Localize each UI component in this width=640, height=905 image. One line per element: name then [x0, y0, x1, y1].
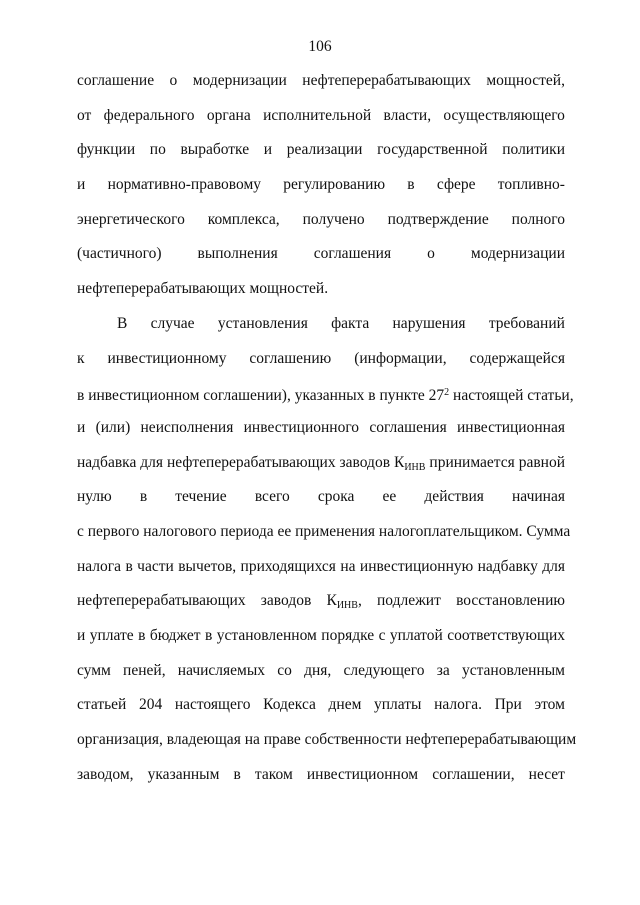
word: топливно-	[497, 176, 565, 194]
word: нефтеперерабатывающих	[302, 72, 471, 89]
text-line	[77, 349, 565, 384]
subscript: ИНВ	[336, 600, 358, 612]
word: соглашение	[77, 72, 155, 89]
word: энергетического	[77, 210, 185, 228]
word: нефтеперерабатывающих	[77, 592, 246, 610]
line-text: организация, владеющая на праве собственности нефтеперерабатывающим	[77, 731, 577, 749]
word: несет	[528, 765, 565, 783]
text-line	[77, 106, 565, 141]
word: комплекса,	[207, 210, 280, 228]
word: факта	[331, 314, 370, 332]
word: модернизации	[470, 245, 565, 263]
text-line	[77, 175, 565, 210]
word: указанным	[147, 765, 220, 783]
word: выполнения	[197, 245, 278, 263]
word: регулированию	[283, 176, 386, 194]
word: настоящего	[174, 696, 251, 714]
line-text: и уплате в бюджет в установленном порядке с уплатой соответствующих	[77, 627, 565, 644]
word: о	[427, 245, 435, 263]
word: установленным	[461, 661, 565, 679]
word: восстановлению	[456, 592, 565, 610]
word: соглашению	[249, 349, 332, 367]
text-run: настоящей статьи,	[449, 387, 574, 405]
word: нефтеперерабатывающих мощностей.	[77, 280, 329, 298]
word: пеней,	[123, 661, 166, 679]
word: исполнительной	[263, 106, 372, 124]
word: соглашении,	[432, 765, 515, 783]
word: выработке	[180, 141, 250, 159]
line-text: налога в части вычетов, приходящихся на инвестиционную надбавку для	[77, 557, 565, 575]
text-line	[77, 522, 571, 557]
word: федерального	[103, 106, 195, 124]
word: действия	[424, 488, 484, 506]
text-run: надбавка для нефтеперерабатывающих заводов К	[77, 453, 405, 471]
word: При	[494, 696, 522, 714]
word: инвестиционного	[243, 418, 360, 436]
word: от	[77, 106, 92, 124]
text-line	[77, 418, 565, 453]
word: и	[77, 176, 86, 194]
word: требований	[488, 314, 565, 332]
text-line	[77, 71, 565, 106]
word: инвестиционному	[107, 349, 227, 367]
word: налога.	[434, 696, 482, 714]
word: о	[169, 72, 178, 89]
text-line	[77, 453, 565, 488]
word: установления	[217, 314, 308, 332]
word: мощностей,	[486, 72, 565, 89]
word: реализации	[286, 141, 363, 159]
word: и	[77, 418, 86, 436]
superscript: 2	[444, 387, 450, 399]
word: таком	[254, 765, 293, 783]
word: со	[277, 661, 292, 679]
word: соглашения	[313, 245, 392, 263]
text-line	[77, 695, 565, 730]
word: заводом,	[77, 765, 134, 783]
text-line	[77, 487, 565, 522]
word: осуществляющего	[443, 106, 565, 124]
word: соглашения	[369, 418, 447, 436]
word: власти,	[383, 106, 432, 124]
word: $К_{ИНВ}$,	[326, 592, 362, 612]
word: всего	[254, 488, 290, 506]
line-text: с первого налогового периода ее применения налогоплательщиком. Сумма	[77, 522, 571, 540]
word: функции	[77, 141, 136, 159]
word: к	[77, 349, 85, 367]
text-line	[77, 210, 565, 245]
word: нулю	[77, 488, 112, 506]
line-text	[77, 453, 565, 488]
text-run: в инвестиционном соглашении), указанных в пункте 27	[77, 387, 445, 405]
word: начиная	[512, 488, 565, 506]
word: инвестиционная	[456, 418, 565, 436]
word: срока	[317, 488, 355, 506]
text-line	[77, 314, 565, 349]
word: следующего	[343, 661, 425, 679]
text-run: принимается равной	[425, 453, 566, 471]
text-line	[77, 279, 565, 314]
word: сфере	[436, 176, 476, 194]
word: в	[233, 765, 241, 783]
word: (или)	[95, 418, 131, 436]
word: содержащейся	[469, 349, 565, 367]
text-line	[77, 765, 565, 800]
text-line	[77, 626, 565, 661]
word: нарушения	[392, 314, 466, 332]
word: случае	[150, 314, 195, 332]
word: статьей	[77, 696, 127, 714]
word: ее	[382, 488, 397, 506]
word: (частичного)	[77, 245, 162, 263]
word: 204	[138, 696, 163, 714]
word: инвестиционном	[306, 765, 419, 783]
body-text	[77, 71, 577, 799]
word: днем	[328, 696, 362, 714]
page-number: 106	[308, 38, 332, 55]
text-line	[77, 244, 565, 279]
word: в	[139, 488, 148, 506]
word: политики	[502, 141, 565, 159]
word: по	[149, 141, 166, 159]
word: и	[263, 141, 273, 159]
word: этом	[534, 696, 565, 714]
word: нормативно-правовому	[107, 176, 262, 194]
word: дня,	[304, 661, 332, 679]
text-line	[77, 730, 577, 765]
word: сумм	[77, 661, 111, 679]
text-line	[77, 140, 565, 175]
word: государственной	[377, 141, 488, 159]
word: (информации,	[354, 349, 447, 367]
word: подлежит	[377, 592, 441, 610]
word: в	[407, 176, 415, 194]
word: органа	[206, 106, 251, 124]
text-line	[77, 557, 565, 592]
word: получено	[302, 210, 365, 228]
text-line	[77, 591, 565, 626]
word: течение	[175, 488, 227, 506]
word: уплаты	[374, 696, 422, 714]
line-text	[77, 383, 574, 418]
word: неисполнения	[140, 418, 234, 436]
word: В	[117, 314, 128, 332]
word: за	[436, 661, 450, 679]
word: полного	[511, 210, 565, 228]
word: заводов	[260, 592, 312, 610]
word: подтверждение	[387, 210, 489, 228]
text-line	[77, 661, 565, 696]
subscript: ИНВ	[404, 461, 426, 473]
word: модернизации	[192, 72, 287, 89]
word: Кодекса	[263, 696, 316, 714]
text-line	[77, 383, 574, 418]
word: начисляемых	[177, 661, 266, 679]
